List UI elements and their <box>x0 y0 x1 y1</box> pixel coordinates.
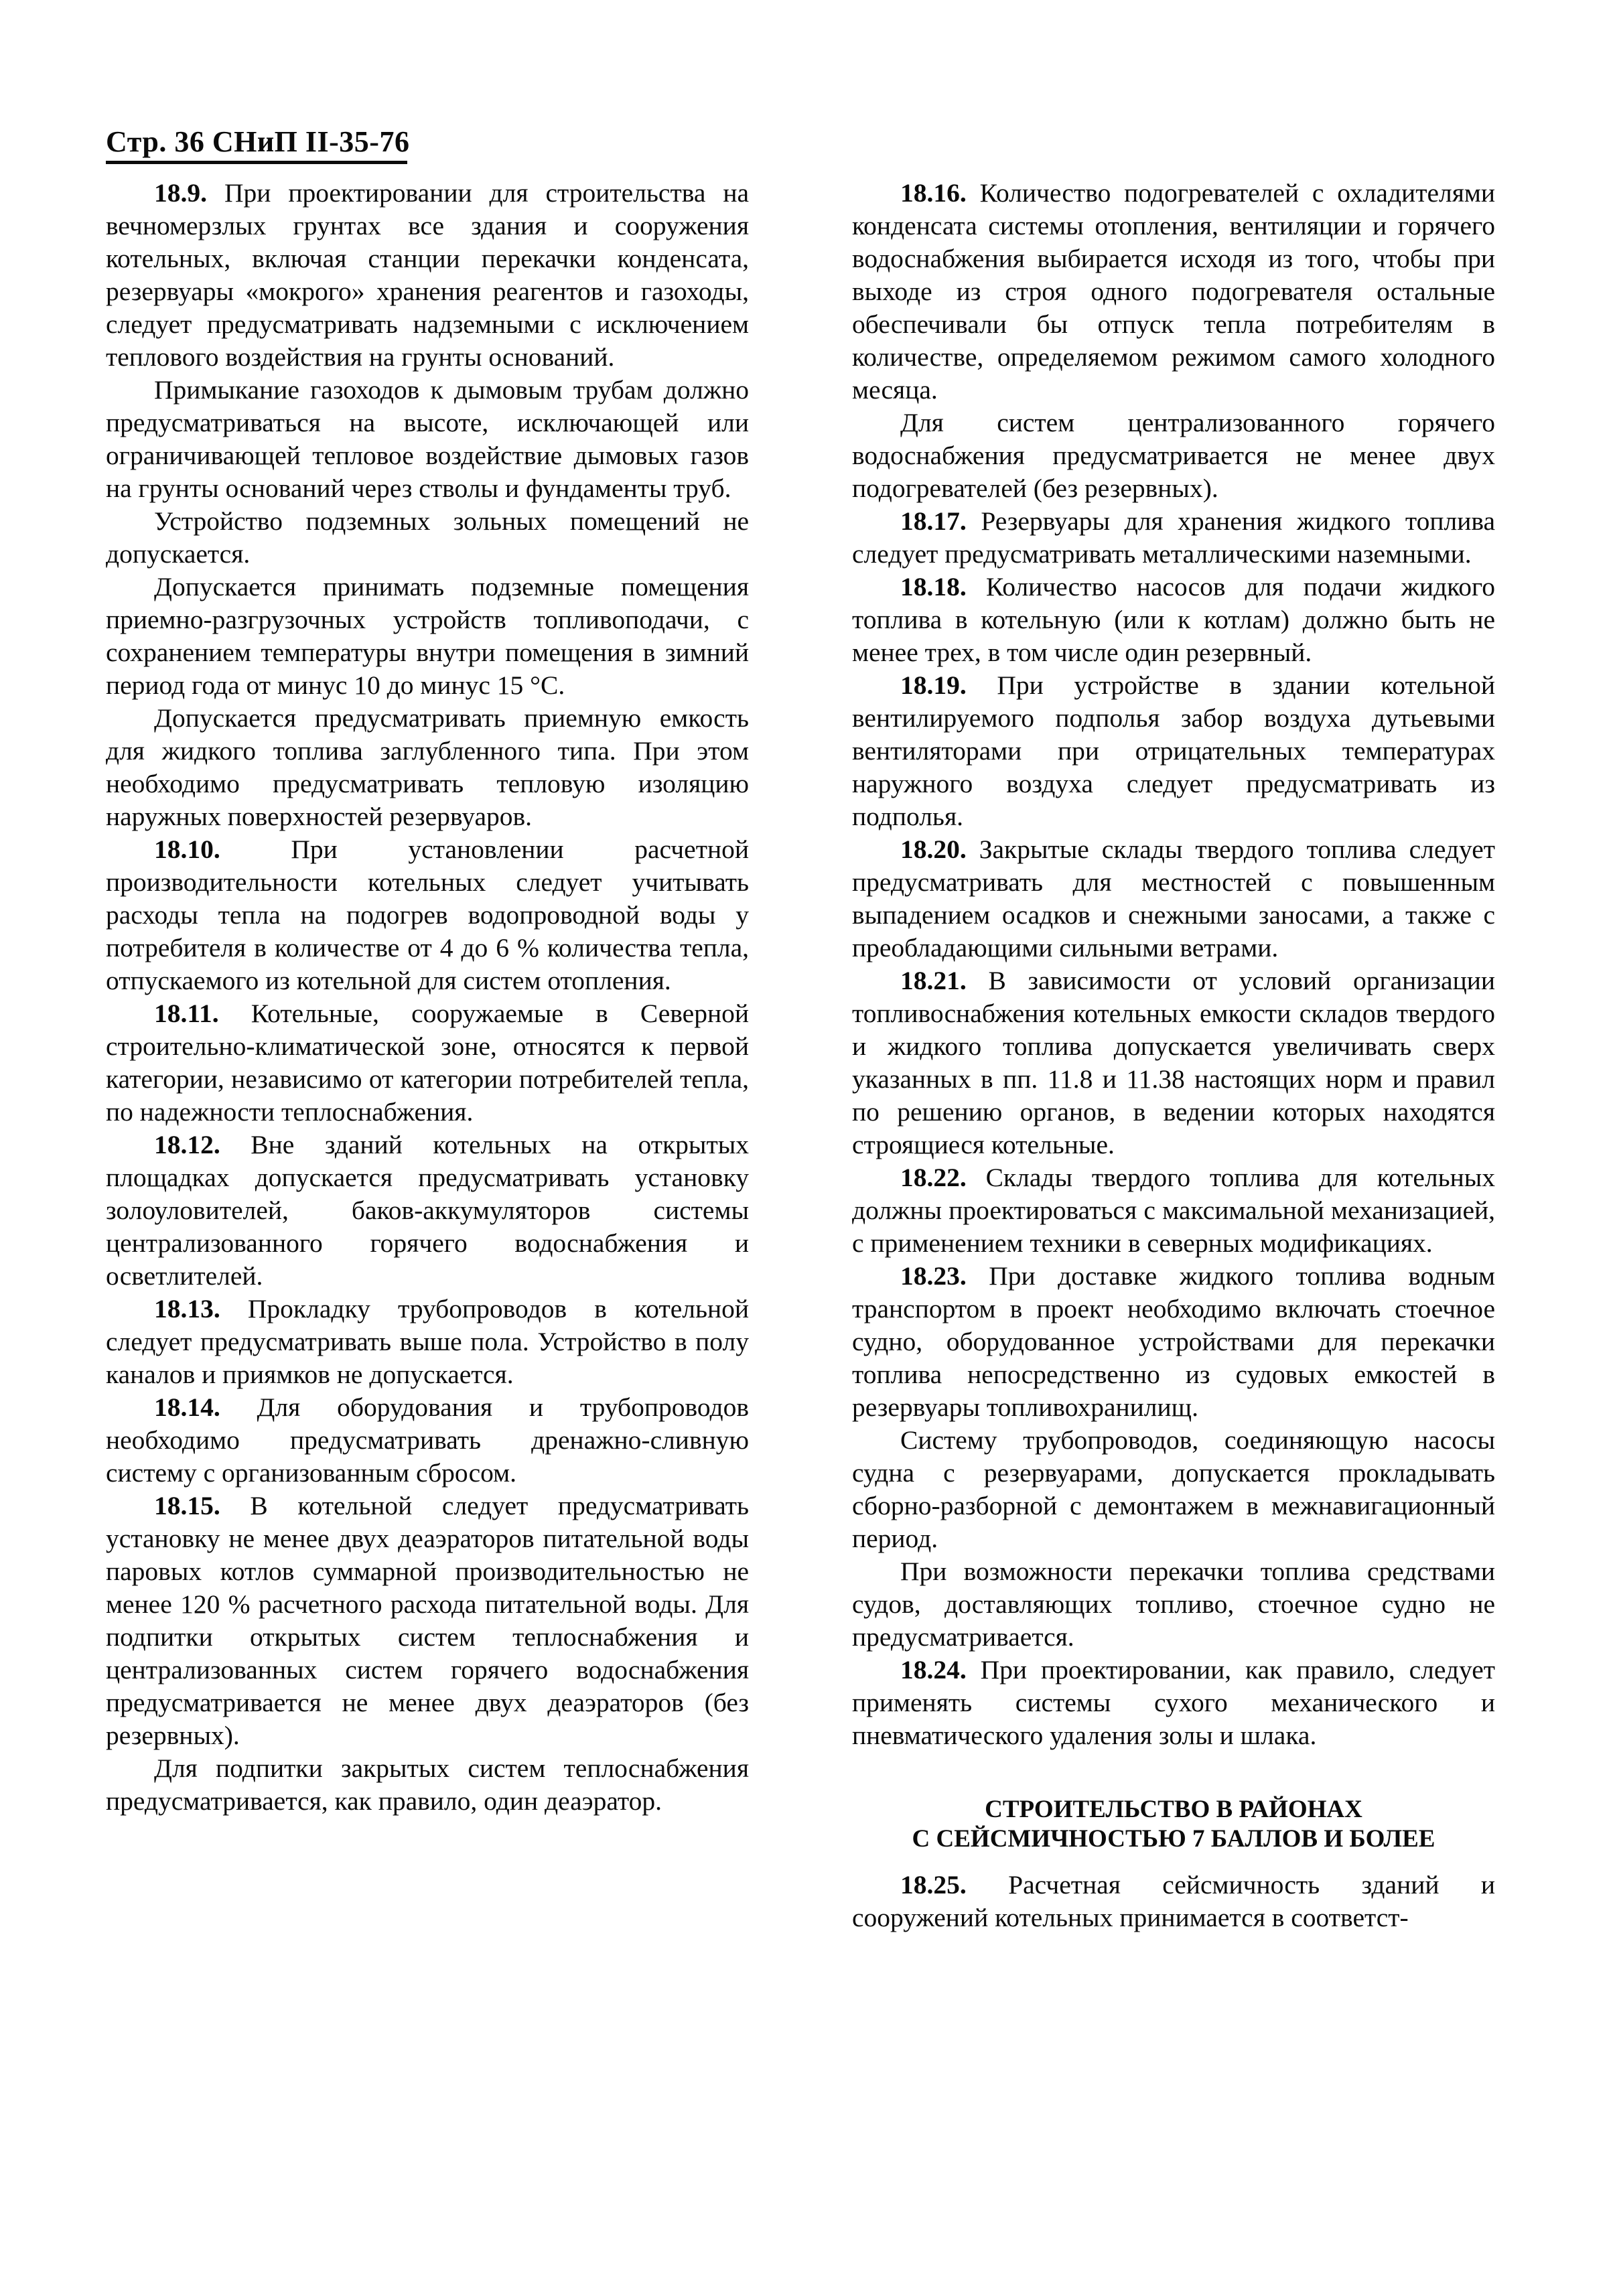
paragraph-text: При возможности перекачки топлива средствами судов, доставляющих топливо, стоечное судно не предусматривается. <box>852 1557 1495 1652</box>
paragraph <box>106 374 749 505</box>
paragraph-text: Для подпитки закрытых систем теплоснабжения предусматривается, как правило, один деаэратор. <box>106 1753 749 1816</box>
clause-paragraph <box>106 177 749 374</box>
clause-paragraph <box>852 1260 1495 1424</box>
paragraph-text: Примыкание газоходов к дымовым трубам должно предусматриваться на высоте, исключающей или ограничивающей тепловое воздействие дымовых газов на грунты оснований через стволы и фундаменты труб. <box>106 375 749 503</box>
clause-paragraph <box>852 571 1495 669</box>
clause-paragraph <box>852 833 1495 964</box>
left-column <box>106 177 749 1818</box>
paragraph-text: При установлении расчетной производительности котельных следует учитывать расходы тепла на подогрев водопроводной воды у потребителя в количестве от 4 до 6 % количества тепла, отпускаемого из котельной для систем отопления. <box>106 835 749 995</box>
clause-paragraph <box>852 964 1495 1161</box>
paragraph-text: Закрытые склады твердого топлива следует предусматривать для местностей с повышенным выпадением осадков и снежными заносами, а также с преобладающими сильными ветрами. <box>852 835 1496 962</box>
paragraph-text: Систему трубопроводов, соединяющую насосы судна с резервуарами, допускается прокладывать сборно-разборной с демонтажем в межнавигационный период. <box>852 1425 1495 1553</box>
right-paragraphs-before <box>852 177 1495 1752</box>
paragraph-text: Котельные, сооружаемые в Северной строительно-климатической зоне, относятся к первой категории, независимо от категории потребителей тепла, по надежности теплоснабжения. <box>106 999 749 1127</box>
clause-paragraph <box>852 177 1495 407</box>
paragraph-text: В котельной следует предусматривать установку не менее двух деаэраторов питательной воды паровых котлов суммарной производительностью не менее 120 % расчетного расхода питательной воды. Для подпитки открытых систем теплоснабжения и централизованных систем горячего водоснабжения предусматривается не менее двух деаэраторов (без резервных). <box>106 1491 749 1750</box>
right-paragraphs-after <box>852 1869 1495 1934</box>
right-column <box>852 177 1495 1934</box>
clause-number: 18.22. <box>900 1163 967 1192</box>
paragraph-text: Устройство подземных зольных помещений не допускается. <box>106 506 749 569</box>
clause-number: 18.16. <box>900 178 967 208</box>
paragraph-text: При устройстве в здании котельной вентилируемого подполья забор воздуха дутьевыми вентиляторами при отрицательных температурах наружного воздуха следует предусматривать из подполья. <box>852 670 1495 831</box>
clause-paragraph <box>852 669 1495 833</box>
clause-paragraph <box>106 1293 749 1391</box>
paragraph-text: При проектировании для строительства на вечномерзлых грунтах все здания и сооружения котельных, включая станции перекачки конденсата, резервуары «мокрого» хранения реагентов и газоходы, следует предусматривать надземными с исключением теплового воздействия на грунты оснований. <box>106 178 749 372</box>
clause-number: 18.18. <box>900 572 967 601</box>
clause-number: 18.12. <box>154 1130 220 1159</box>
paragraph <box>106 702 749 833</box>
clause-number: 18.17. <box>900 506 967 536</box>
clause-number: 18.11. <box>154 999 219 1028</box>
paragraph-text: При доставке жидкого топлива водным транспортом в проект необходимо включать стоечное судно, оборудованное устройствами для перекачки топлива непосредственно из судовых емкостей в резервуары топливохранилищ. <box>852 1261 1496 1422</box>
paragraph-text: Резервуары для хранения жидкого топлива следует предусматривать металлическими наземными. <box>852 506 1495 569</box>
paragraph-text: Допускается принимать подземные помещения приемно-разгрузочных устройств топливоподачи, с сохранением температуры внутри помещения в зимний период года от минус 10 до минус 15 °С. <box>106 572 749 700</box>
clause-number: 18.19. <box>900 670 967 700</box>
clause-paragraph <box>106 1490 749 1752</box>
clause-number: 18.24. <box>900 1655 967 1684</box>
clause-paragraph <box>106 1391 749 1490</box>
clause-number: 18.15. <box>154 1491 220 1520</box>
clause-number: 18.21. <box>900 966 967 995</box>
clause-paragraph <box>106 997 749 1129</box>
clause-paragraph <box>852 505 1495 571</box>
clause-number: 18.9. <box>154 178 207 208</box>
clause-number: 18.23. <box>900 1261 967 1291</box>
paragraph-text: Расчетная сейсмичность зданий и сооружений котельных принимается в соответст- <box>852 1870 1496 1932</box>
paragraph <box>106 571 749 702</box>
clause-paragraph <box>852 1161 1495 1260</box>
clause-paragraph <box>852 1869 1495 1934</box>
clause-number: 18.25. <box>900 1870 967 1899</box>
header-rule <box>106 161 407 164</box>
clause-number: 18.13. <box>154 1294 220 1323</box>
clause-number: 18.20. <box>900 835 967 864</box>
section-heading-line-1: СТРОИТЕЛЬСТВО В РАЙОНАХ <box>985 1796 1362 1823</box>
paragraph <box>852 407 1495 505</box>
paragraph-text: При проектировании, как правило, следует применять системы сухого механического и пневматического удаления золы и шлака. <box>852 1655 1496 1750</box>
paragraph-text: В зависимости от условий организации топливоснабжения котельных емкости складов твердого и жидкого топлива допускается увеличивать сверх указанных в пп. 11.8 и 11.38 настоящих норм и правил по решению органов, в ведении которых находятся строящиеся котельные. <box>852 966 1496 1159</box>
clause-paragraph <box>106 1129 749 1293</box>
paragraph-text: Для систем централизованного горячего водоснабжения предусматривается не менее двух подогревателей (без резервных). <box>852 408 1495 503</box>
paragraph-text: Допускается предусматривать приемную емкость для жидкого топлива заглубленного типа. При этом необходимо предусматривать тепловую изоляцию наружных поверхностей резервуаров. <box>106 703 749 831</box>
paragraph-text: Прокладку трубопроводов в котельной следует предусматривать выше пола. Устройство в полу каналов и приямков не допускается. <box>106 1294 750 1389</box>
page-header: Стр. 36 СНиП II-35-76 <box>106 125 410 158</box>
paragraph <box>852 1555 1495 1654</box>
paragraph-text: Количество насосов для подачи жидкого топлива в котельную (или к котлам) должно быть не менее трех, в том числе один резервный. <box>852 572 1496 667</box>
paragraph-text: Для оборудования и трубопроводов необходимо предусматривать дренажно-сливную систему с организованным сбросом. <box>106 1392 749 1488</box>
clause-paragraph <box>852 1654 1495 1752</box>
paragraph <box>852 1424 1495 1555</box>
clause-number: 18.14. <box>154 1392 220 1422</box>
clause-number: 18.10. <box>154 835 220 864</box>
section-heading-line-2: С СЕЙСМИЧНОСТЬЮ 7 БАЛЛОВ И БОЛЕЕ <box>912 1825 1435 1853</box>
paragraph-text: Количество подогревателей с охладителями конденсата системы отопления, вентиляции и горячего водоснабжения выбирается исходя из того, чтобы при выходе из строя одного подогревателя остальные обеспечивали бы отпуск тепла потребителям в количестве, определяемом режимом самого холодного месяца. <box>852 178 1495 405</box>
paragraph-text: Вне зданий котельных на открытых площадках допускается предусматривать установку золоуловителей, баков-аккумуляторов системы централизованного горячего водоснабжения и осветлителей. <box>106 1130 749 1291</box>
paragraph <box>106 1752 749 1818</box>
paragraph <box>106 505 749 571</box>
paragraph-text: Склады твердого топлива для котельных должны проектироваться с максимальной механизацией, с применением техники в северных модификациях. <box>852 1163 1496 1258</box>
clause-paragraph <box>106 833 749 997</box>
section-heading <box>852 1795 1495 1854</box>
